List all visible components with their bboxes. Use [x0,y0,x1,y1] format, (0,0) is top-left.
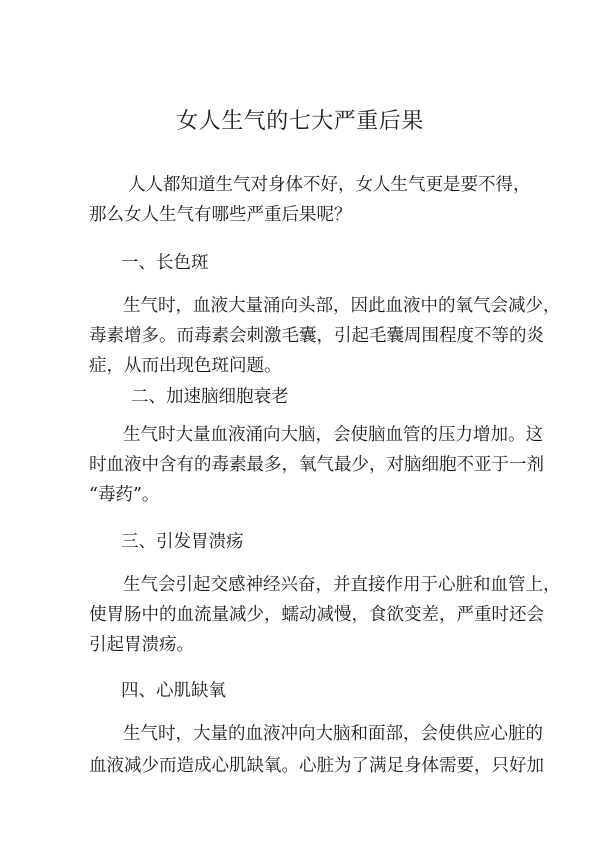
section-4-line-1: 生气时，大量的血液冲向大脑和面部，会使供应心脏的 [123,724,543,744]
section-4-line-2: 血液减少而造成心肌缺氧。心脏为了满足身体需要，只好加 [89,756,544,776]
section-heading-1: 一、长色斑 [121,253,209,273]
intro-line-2: 那么女人生气有哪些严重后果呢？ [89,205,352,225]
section-heading-3: 三、引发胃溃疡 [121,532,244,552]
section-heading-4: 四、心肌缺氧 [121,681,226,701]
section-2-line-1: 生气时大量血液涌向大脑，会使脑血管的压力增加。这 [123,425,543,445]
section-3-line-3: 引起胃溃疡。 [89,635,194,655]
section-1-line-2: 毒素增多。而毒素会刺激毛囊，引起毛囊周围程度不等的炎 [89,326,544,346]
intro-line-1: 人人都知道生气对身体不好，女人生气更是要不得， [128,175,531,195]
section-1-line-3: 症，从而出现色斑问题。 [89,356,282,376]
section-3-line-2: 使胃肠中的血流量减少，蠕动减慢，食欲变差，严重时还会 [89,605,544,625]
section-3-line-1: 生气会引起交感神经兴奋，并直接作用于心脏和血管上， [123,575,561,595]
document-title: 女人生气的七大严重后果 [176,109,424,134]
section-2-line-3: “毒药”。 [89,485,160,505]
section-heading-2: 二、加速脑细胞衰老 [131,387,289,407]
section-2-line-2: 时血液中含有的毒素最多，氧气最少，对脑细胞不亚于一剂 [89,455,544,475]
section-1-line-1: 生气时，血液大量涌向头部，因此血液中的氧气会减少， [123,296,561,316]
